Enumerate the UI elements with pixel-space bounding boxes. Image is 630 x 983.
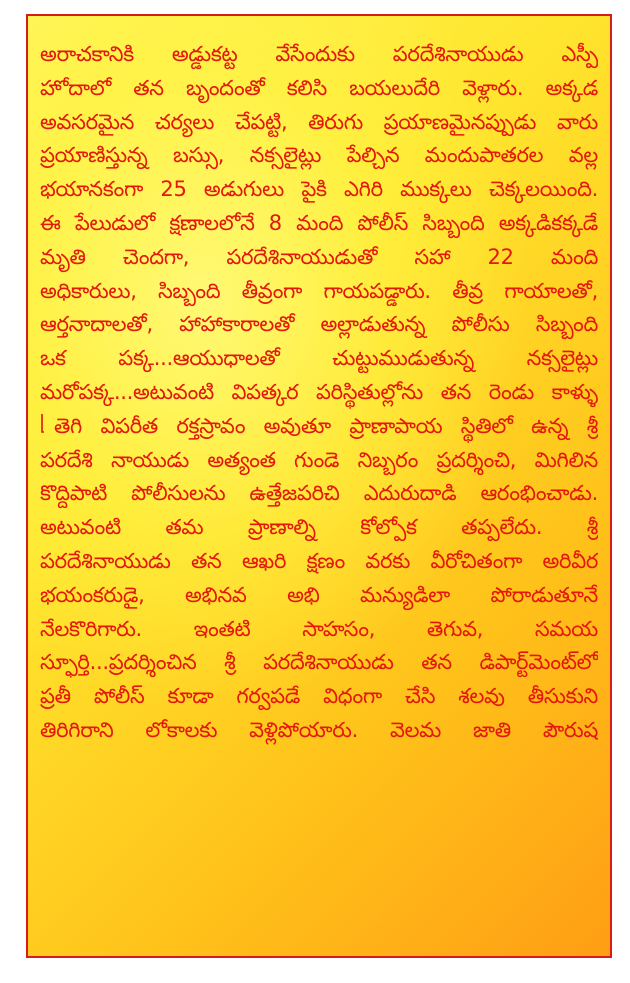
text-line: నేలకొరిగారు. ఇంతటి సాహసం, తెగువ, సమయ [40, 616, 598, 641]
text-line: మృతి చెందగా, పరదేశినాయుడుతో సహా 22 మంది [40, 244, 598, 269]
text-line: అధికారులు, సిబ్బంది తీవ్రంగా గాయపడ్డారు. తీవ్ర గాయాలతో, [40, 278, 598, 303]
text-line: ఒక పక్క...ఆయుధాలతో చుట్టుముడుతున్న నక్సలైట్లు [40, 346, 598, 371]
text-line: అరాచకానికి అడ్డుకట్ట వేసేందుకు పరదేశినాయుడు ఎస్పీ [40, 42, 598, 66]
text-line: పరదేశినాయుడు తన ఆఖరి క్షణం వరకు వీరోచితంగా అరివీర [40, 548, 598, 573]
text-line: స్ఫూర్తి...ప్రదర్శించిన శ్రీ పరదేశినాయుడు తన డిపార్ట్‌మెంట్‌లో [40, 650, 598, 675]
text-line: ఆర్తనాదాలతో, హాహాకారాలతో అల్లాడుతున్న పోలీసు సిబ్బంది [40, 312, 598, 337]
text-line: భయంకరుడై, అభినవ అభి మన్యుడిలా పోరాడుతూనే [40, 582, 598, 607]
text-line: హోదాలో తన బృందంతో కలిసి బయలుదేరి వెళ్లారు. అక్కడ [40, 75, 598, 100]
text-line: అటువంటి తమ ప్రాణాల్ని కోల్పోక తప్పలేదు. శ్రీ [40, 515, 598, 540]
text-line: పరదేశి నాయుడు అత్యంత గుండె నిబ్బరం ప్రదర్శించి, మిగిలిన [40, 447, 598, 472]
text-line: ప్రయాణిస్తున్న బస్సు, నక్సలైట్లు పేల్చిన మందుపాతరల వల్ల [40, 143, 598, 168]
text-line: మరోపక్క...అటువంటి విపత్కర పరిస్థితుల్లోను తన రెండు కాళ్ళు [40, 379, 598, 404]
text-line: తెగి విపరీత రక్తస్రావం అవుతూ ప్రాణాపాయ స్థితిలో ఉన్న శ్రీ [54, 413, 598, 438]
article-panel [26, 14, 612, 958]
text-line: తిరిగిరాని లోకాలకు వెళ్లిపోయారు. వెలమ జాతి పౌరుష [40, 717, 598, 742]
text-line: భయానకంగా 25 అడుగులు పైకి ఎగిరి ముక్కలు చెక్కలయింది. [40, 177, 598, 202]
text-line: ప్రతీ పోలీస్ కూడా గర్వపడే విధంగా చేసి శలవు తీసుకుని [40, 684, 598, 709]
margin-mark-icon [40, 414, 44, 434]
text-line: అవసరమైన చర్యలు చేపట్టి, తిరుగు ప్రయాణమైనప్పుడు వారు [40, 109, 598, 134]
text-line: ఈ పేలుడులో క్షణాలలోనే 8 మంది పోలీస్ సిబ్బంది అక్కడికక్కడే [40, 210, 598, 235]
text-line-wrapper [40, 410, 598, 444]
text-line: కొద్దిపాటి పోలీసులను ఉత్తేజపరిచి ఎదురుదాడి ఆరంభించాడు. [40, 481, 598, 506]
